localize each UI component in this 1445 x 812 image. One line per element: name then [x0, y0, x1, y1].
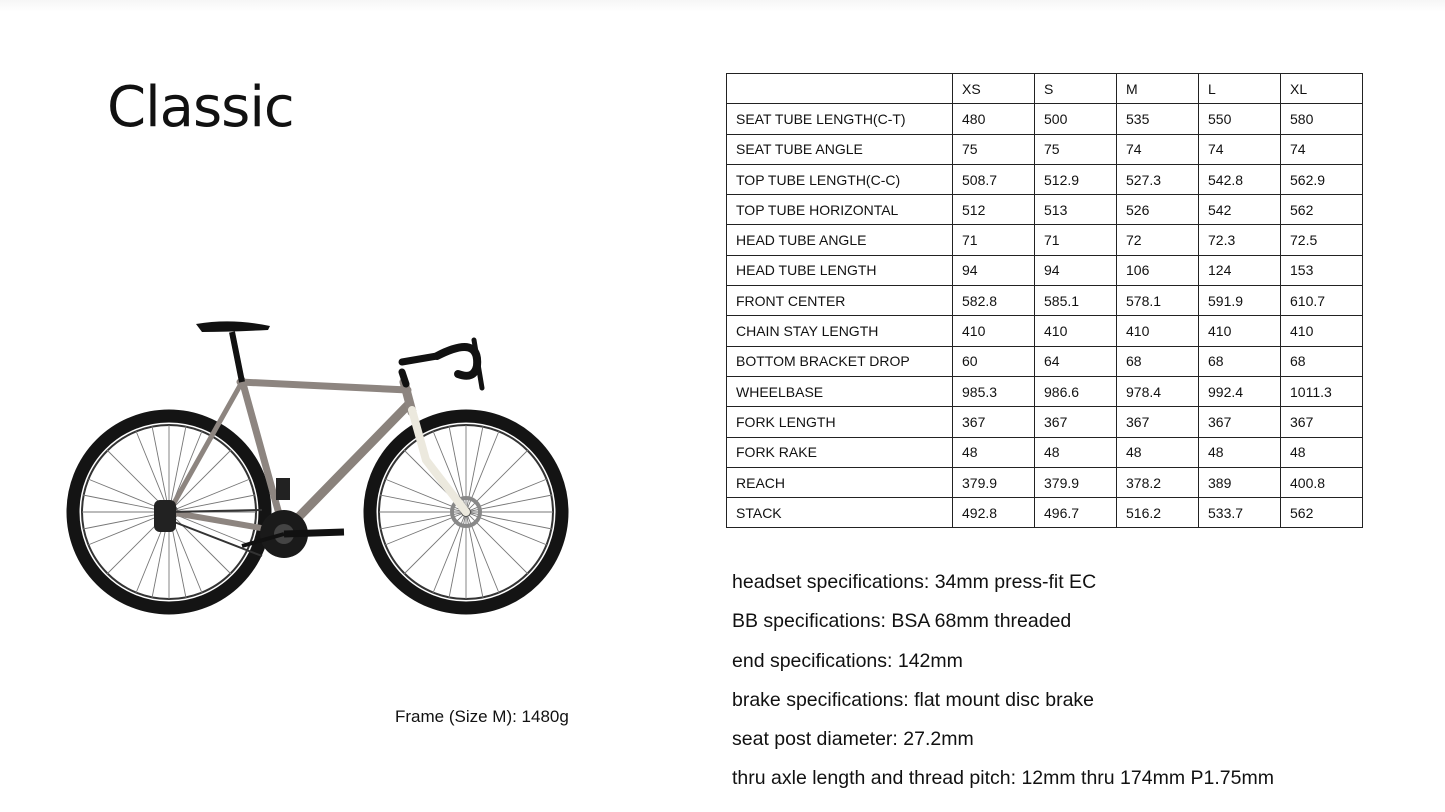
spec-brake: brake specifications: flat mount disc brake [732, 688, 1095, 711]
table-row [727, 346, 1363, 376]
table-cell: 74 [1281, 134, 1363, 164]
table-cell: 610.7 [1281, 286, 1363, 316]
table-cell: 48 [1281, 437, 1363, 467]
table-cell: 48 [1199, 437, 1281, 467]
table-cell: 985.3 [953, 376, 1035, 406]
table-cell: 513 [1035, 195, 1117, 225]
row-label: HEAD TUBE ANGLE [727, 225, 953, 255]
table-cell: 1011.3 [1281, 376, 1363, 406]
column-header-label [727, 74, 953, 104]
table-cell: 562.9 [1281, 164, 1363, 194]
row-label: FORK RAKE [727, 437, 953, 467]
table-cell: 378.2 [1117, 467, 1199, 497]
table-cell: 72 [1117, 225, 1199, 255]
table-cell: 389 [1199, 467, 1281, 497]
row-label: TOP TUBE LENGTH(C-C) [727, 164, 953, 194]
table-cell: 94 [1035, 255, 1117, 285]
table-cell: 492.8 [953, 498, 1035, 528]
row-label: BOTTOM BRACKET DROP [727, 346, 953, 376]
table-row [727, 195, 1363, 225]
table-cell: 68 [1281, 346, 1363, 376]
table-cell: 75 [1035, 134, 1117, 164]
column-header-m: M [1117, 74, 1199, 104]
table-cell: 367 [1035, 407, 1117, 437]
table-cell: 106 [1117, 255, 1199, 285]
table-cell: 986.6 [1035, 376, 1117, 406]
table-cell: 480 [953, 104, 1035, 134]
row-label: CHAIN STAY LENGTH [727, 316, 953, 346]
saddle [196, 321, 270, 382]
spec-notes [732, 568, 1274, 804]
frame-weight-caption: Frame (Size M): 1480g [395, 707, 569, 726]
table-cell: 68 [1117, 346, 1199, 376]
spec-bottom-bracket: BB specifications: BSA 68mm threaded [732, 610, 1072, 633]
table-cell: 562 [1281, 195, 1363, 225]
table-cell: 512.9 [1035, 164, 1117, 194]
table-row [727, 104, 1363, 134]
row-label: HEAD TUBE LENGTH [727, 255, 953, 285]
table-cell: 578.1 [1117, 286, 1199, 316]
table-cell: 585.1 [1035, 286, 1117, 316]
table-cell: 74 [1199, 134, 1281, 164]
table-cell: 526 [1117, 195, 1199, 225]
table-cell: 400.8 [1281, 467, 1363, 497]
table-cell: 992.4 [1199, 376, 1281, 406]
spec-thru-axle: thru axle length and thread pitch: 12mm thru 174mm P1.75mm [732, 767, 1274, 790]
table-cell: 71 [1035, 225, 1117, 255]
column-header-s: S [1035, 74, 1117, 104]
table-cell: 535 [1117, 104, 1199, 134]
row-label: REACH [727, 467, 953, 497]
column-header-xs: XS [953, 74, 1035, 104]
table-cell: 68 [1199, 346, 1281, 376]
table-cell: 72.5 [1281, 225, 1363, 255]
column-header-xl: XL [1281, 74, 1363, 104]
spec-rear-end: end specifications: 142mm [732, 649, 963, 672]
table-cell: 516.2 [1117, 498, 1199, 528]
table-cell: 74 [1117, 134, 1199, 164]
table-cell: 508.7 [953, 164, 1035, 194]
table-cell: 500 [1035, 104, 1117, 134]
table-row [727, 498, 1363, 528]
table-cell: 48 [1035, 437, 1117, 467]
table-row [727, 316, 1363, 346]
handlebar [402, 340, 482, 388]
table-cell: 153 [1281, 255, 1363, 285]
row-label: STACK [727, 498, 953, 528]
table-row [727, 437, 1363, 467]
table-cell: 562 [1281, 498, 1363, 528]
bike-image [62, 310, 582, 630]
table-cell: 582.8 [953, 286, 1035, 316]
table-cell: 72.3 [1199, 225, 1281, 255]
table-cell: 367 [1281, 407, 1363, 437]
table-cell: 60 [953, 346, 1035, 376]
table-row [727, 376, 1363, 406]
table-row [727, 286, 1363, 316]
table-cell: 580 [1281, 104, 1363, 134]
table-header-row [727, 74, 1363, 104]
row-label: SEAT TUBE LENGTH(C-T) [727, 104, 953, 134]
table-row [727, 134, 1363, 164]
table-body [727, 104, 1363, 528]
table-cell: 367 [1117, 407, 1199, 437]
table-cell: 48 [1117, 437, 1199, 467]
table-row [727, 407, 1363, 437]
table-cell: 75 [953, 134, 1035, 164]
table-cell: 410 [953, 316, 1035, 346]
table-cell: 379.9 [1035, 467, 1117, 497]
table-cell: 527.3 [1117, 164, 1199, 194]
table-row [727, 467, 1363, 497]
row-label: FORK LENGTH [727, 407, 953, 437]
table-cell: 367 [953, 407, 1035, 437]
table-cell: 542 [1199, 195, 1281, 225]
spec-seat-post: seat post diameter: 27.2mm [732, 728, 974, 751]
table-cell: 512 [953, 195, 1035, 225]
table-cell: 124 [1199, 255, 1281, 285]
row-label: FRONT CENTER [727, 286, 953, 316]
table-cell: 410 [1281, 316, 1363, 346]
table-cell: 542.8 [1199, 164, 1281, 194]
table-cell: 410 [1035, 316, 1117, 346]
column-header-l: L [1199, 74, 1281, 104]
table-row [727, 164, 1363, 194]
table-cell: 64 [1035, 346, 1117, 376]
table-cell: 533.7 [1199, 498, 1281, 528]
top-edge [0, 0, 1445, 12]
table-cell: 410 [1199, 316, 1281, 346]
table-cell: 71 [953, 225, 1035, 255]
table-cell: 978.4 [1117, 376, 1199, 406]
table-cell: 410 [1117, 316, 1199, 346]
row-label: SEAT TUBE ANGLE [727, 134, 953, 164]
table-cell: 496.7 [1035, 498, 1117, 528]
row-label: WHEELBASE [727, 376, 953, 406]
table-cell: 94 [953, 255, 1035, 285]
page-title: Classic [107, 75, 294, 140]
table-cell: 48 [953, 437, 1035, 467]
frame [169, 380, 466, 532]
table-row [727, 255, 1363, 285]
table-cell: 550 [1199, 104, 1281, 134]
table-row [727, 225, 1363, 255]
spec-headset: headset specifications: 34mm press-fit EC [732, 571, 1097, 593]
table-cell: 591.9 [1199, 286, 1281, 316]
geometry-table [726, 73, 1363, 528]
table-cell: 367 [1199, 407, 1281, 437]
row-label: TOP TUBE HORIZONTAL [727, 195, 953, 225]
table-cell: 379.9 [953, 467, 1035, 497]
